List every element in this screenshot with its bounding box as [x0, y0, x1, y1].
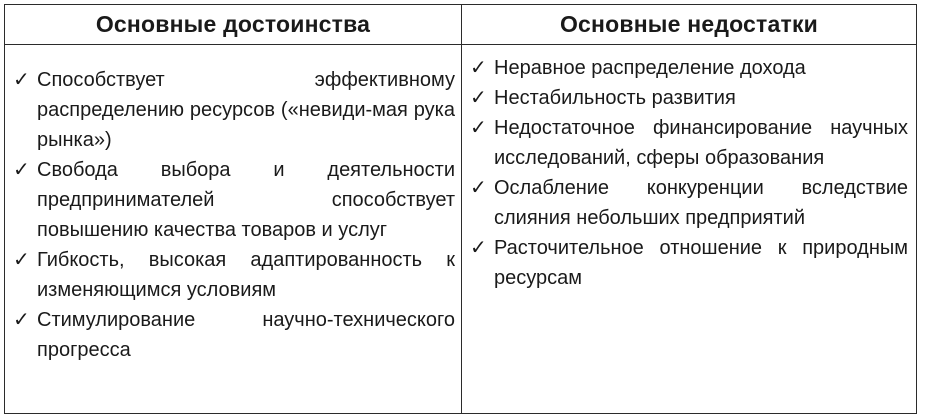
- advantages-column: [5, 5, 462, 413]
- check-mark-icon: ✓: [13, 69, 30, 91]
- check-mark-icon: ✓: [470, 87, 487, 109]
- disadvantages-column: [462, 5, 916, 413]
- check-mark-icon: ✓: [13, 249, 30, 271]
- check-mark-icon: ✓: [470, 57, 487, 79]
- list-item-text: Ослабление конкуренции вследствие слияния небольших предприятий: [494, 177, 908, 229]
- disadvantages-list: [462, 45, 916, 293]
- list-item-text: Стимулирование научно-технического прогресса: [37, 309, 455, 361]
- list-item: [13, 305, 455, 365]
- check-mark-icon: ✓: [13, 309, 30, 331]
- list-item: [13, 155, 455, 245]
- list-item-text: Гибкость, высокая адаптированность к изменяющимся условиям: [37, 249, 455, 301]
- comparison-table: [4, 4, 917, 414]
- list-item: [470, 113, 908, 173]
- list-item: [13, 65, 455, 155]
- list-item-text: Недостаточное финансирование научных исследований, сферы образования: [494, 117, 908, 169]
- list-item-text: Неравное распределение дохода: [494, 57, 806, 79]
- check-mark-icon: ✓: [13, 159, 30, 181]
- advantages-header: Основные достоинства: [5, 5, 461, 45]
- check-mark-icon: ✓: [470, 117, 487, 139]
- list-item-text: Способствует эффективному распределению ресурсов («невиди-мая рука рынка»): [37, 69, 455, 151]
- list-item: [13, 245, 455, 305]
- list-item: [470, 233, 908, 293]
- list-item-text: Расточительное отношение к природным ресурсам: [494, 237, 908, 289]
- list-item: [470, 173, 908, 233]
- disadvantages-header: Основные недостатки: [462, 5, 916, 45]
- check-mark-icon: ✓: [470, 177, 487, 199]
- list-item-text: Свобода выбора и деятельности предпринимателей способствует повышению качества товаров и услуг: [37, 159, 455, 241]
- list-item-text: Нестабильность развития: [494, 87, 736, 109]
- list-item: [470, 53, 908, 83]
- list-item: [470, 83, 908, 113]
- check-mark-icon: ✓: [470, 237, 487, 259]
- advantages-list: [5, 45, 461, 365]
